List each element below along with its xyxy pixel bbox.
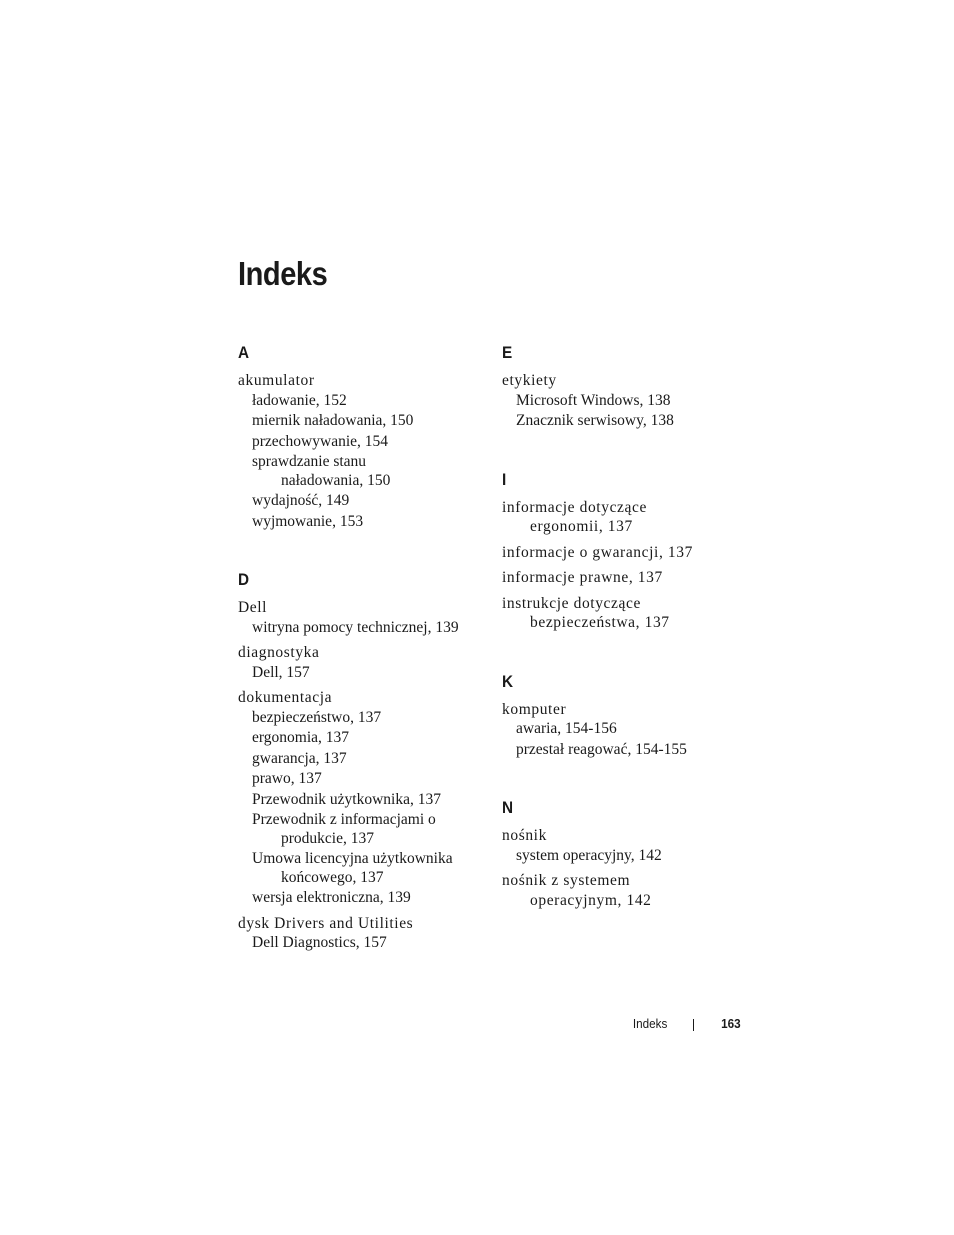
index-subentry: Znacznik serwisowy, 138 xyxy=(516,412,674,429)
footer-separator xyxy=(693,1019,694,1031)
index-entry xyxy=(502,543,747,563)
index-term: informacje o gwarancji, 137 xyxy=(502,543,693,561)
index-subentry: końcowego, 137 xyxy=(281,868,384,886)
page-title: Indeks xyxy=(238,255,328,292)
index-subentry: wyjmowanie, 153 xyxy=(252,512,364,530)
index-term: diagnostyka xyxy=(238,644,320,661)
index-subentry: bezpieczeństwo, 137 xyxy=(252,708,382,726)
index-subentry: ergonomia, 137 xyxy=(252,729,350,746)
index-subentry: Przewodnik z informacjami o xyxy=(252,811,436,828)
index-subentry: wersja elektroniczna, 139 xyxy=(252,889,411,906)
index-subentry: ładowanie, 152 xyxy=(252,391,347,409)
index-entry xyxy=(238,643,483,682)
section-letter: D xyxy=(238,570,250,589)
index-subentry: gwarancja, 137 xyxy=(252,749,347,767)
index-entry xyxy=(238,688,483,908)
index-subentry: system operacyjny, 142 xyxy=(516,846,662,864)
index-entry xyxy=(238,371,483,531)
index-subentry: sprawdzanie stanu xyxy=(252,453,367,470)
index-subentry: witryna pomocy technicznej, 139 xyxy=(252,618,459,636)
index-entry xyxy=(502,371,747,431)
index-term: akumulator xyxy=(238,372,315,389)
index-column-right xyxy=(502,342,747,948)
index-section xyxy=(238,569,483,953)
index-term: operacyjnym, 142 xyxy=(530,891,652,909)
index-subentry: produkcie, 137 xyxy=(281,829,374,847)
index-term: informacje prawne, 137 xyxy=(502,569,663,586)
index-entry xyxy=(502,568,747,588)
index-subentry: miernik naładowania, 150 xyxy=(252,412,414,429)
index-term: informacje dotyczące xyxy=(502,498,647,516)
index-term: bezpieczeństwa, 137 xyxy=(530,614,670,631)
index-term: nośnik z systemem xyxy=(502,872,631,889)
section-letter: I xyxy=(502,469,507,489)
index-section xyxy=(502,342,747,431)
index-subentry: naładowania, 150 xyxy=(281,471,391,489)
index-entry xyxy=(502,498,747,537)
index-subentry: przestał reagować, 154-155 xyxy=(516,740,687,758)
page-number: 163 xyxy=(721,1016,741,1031)
index-subentry: wydajność, 149 xyxy=(252,492,350,509)
index-entry xyxy=(502,871,747,910)
index-entry xyxy=(502,700,747,760)
index-term: Dell xyxy=(238,599,268,616)
index-entry xyxy=(238,598,483,637)
section-letter: K xyxy=(502,671,514,691)
index-subentry: Przewodnik użytkownika, 137 xyxy=(252,790,441,808)
index-column-left xyxy=(238,342,483,991)
section-letter: E xyxy=(502,343,513,362)
index-subentry: prawo, 137 xyxy=(252,770,322,787)
footer-section-label: Indeks xyxy=(632,1016,667,1031)
index-entry xyxy=(238,914,483,953)
index-term: komputer xyxy=(502,700,567,718)
page-footer xyxy=(600,1014,741,1034)
index-subentry: Dell, 157 xyxy=(252,663,310,681)
index-section xyxy=(238,342,483,531)
index-term: ergonomii, 137 xyxy=(530,518,633,535)
index-subentry: Microsoft Windows, 138 xyxy=(516,391,671,409)
index-entry xyxy=(502,826,747,865)
section-letter: N xyxy=(502,798,514,817)
index-section xyxy=(502,469,747,633)
index-entry xyxy=(502,594,747,633)
section-letter: A xyxy=(238,343,250,362)
index-subentry: Dell Diagnostics, 157 xyxy=(252,934,387,951)
index-term: etykiety xyxy=(502,372,557,389)
index-term: dokumentacja xyxy=(238,689,333,706)
index-term: dysk Drivers and Utilities xyxy=(238,914,414,932)
index-subentry: awaria, 154-156 xyxy=(516,720,617,737)
index-subentry: Umowa licencyjna użytkownika xyxy=(252,850,453,867)
index-section xyxy=(502,797,747,910)
index-subentry: przechowywanie, 154 xyxy=(252,432,389,450)
index-section xyxy=(502,671,747,760)
index-term: instrukcje dotyczące xyxy=(502,594,641,612)
index-term: nośnik xyxy=(502,827,547,844)
